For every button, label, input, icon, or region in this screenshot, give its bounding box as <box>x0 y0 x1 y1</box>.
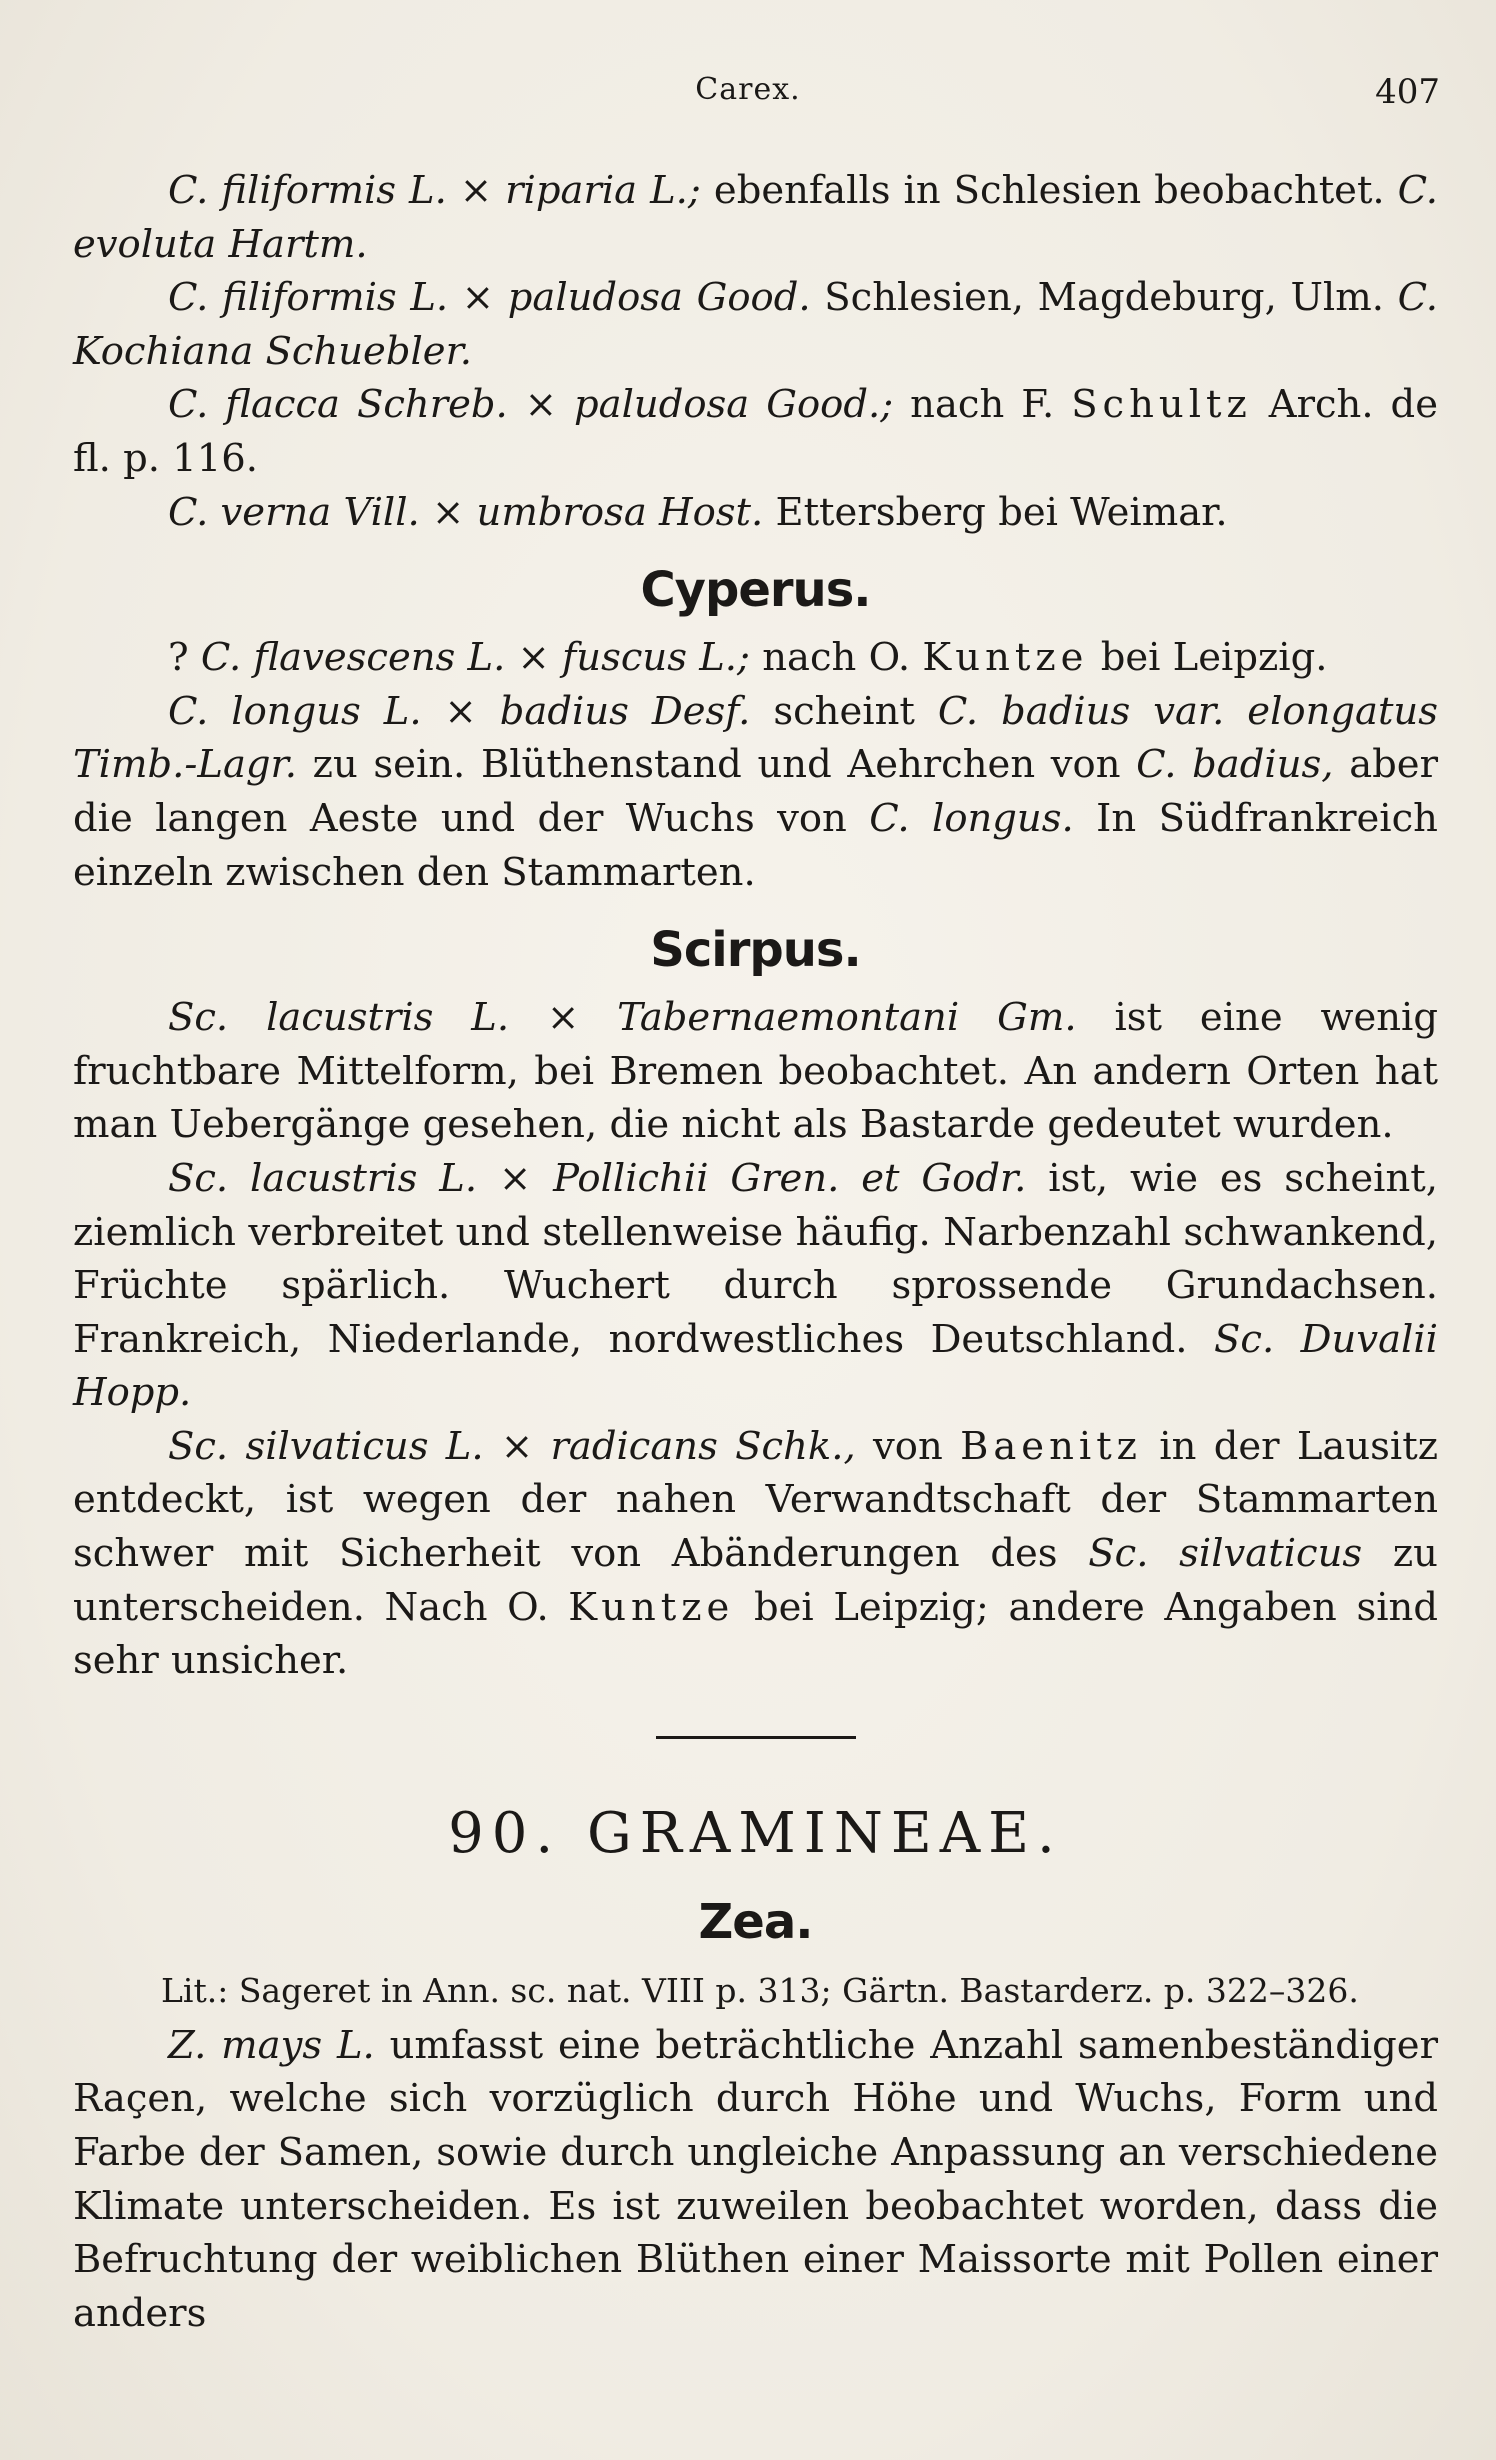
carex-entry-flacca-paludosa <box>73 378 1438 485</box>
scirpus-entry-silvaticus-radicans <box>73 1420 1438 1688</box>
synonym-name: Sc. Duvalii Hopp. <box>73 1316 1438 1416</box>
scirpus-entry-lacustris-pollichii <box>73 1152 1438 1420</box>
hybrid-name: C. flavescens L. × fuscus L.; <box>200 635 750 681</box>
literature-reference: Lit.: Sageret in Ann. sc. nat. VIII p. 313; Gärtn. Bastarderz. p. 322–326. <box>161 1970 1359 2010</box>
entry-text: ist, wie es scheint, ziemlich verbreitet und stellenweise häufig. Narbenzahl schwankend, Früchte spärlich. Wuchert durch sprossende Grundachsen. Frankreich, Niederlande, nordwestliches Deutschland. <box>73 1155 1439 1362</box>
hybrid-name: C. filiformis L. × paludosa Good. <box>168 275 811 321</box>
section-divider-rule <box>656 1736 856 1739</box>
entry-text: zu sein. Blüthenstand und Aehrchen von <box>312 742 1121 788</box>
hybrid-name: Sc. lacustris L. × Tabernaemontani Gm. <box>168 995 1077 1041</box>
entry-text: scheint <box>773 688 915 734</box>
taxon-name: C. badius var. elongatus Timb.-Lagr. <box>73 688 1438 788</box>
entry-text: nach F. <box>910 382 1055 428</box>
family-heading-gramineae: 90. GRAMINEAE. <box>448 1800 1063 1866</box>
genus-heading-cyperus: Cyperus. <box>640 562 871 619</box>
zea-entry-mays <box>73 2019 1438 2341</box>
entry-text: bei Leipzig; andere Angaben sind sehr unsicher. <box>73 1584 1438 1684</box>
entry-text: ebenfalls in Schlesien beobachtet. <box>713 168 1385 213</box>
entry-text: In Südfrankreich einzeln zwischen den Stammarten. <box>73 795 1438 895</box>
taxon-name: C. longus. <box>869 795 1074 841</box>
carex-entry-filiformis-paludosa <box>73 271 1438 378</box>
hybrid-name: C. filiformis L. × riparia L.; <box>168 168 701 213</box>
entry-text: nach O. <box>762 635 911 681</box>
hybrid-name: C. verna Vill. × umbrosa Host. <box>168 489 764 535</box>
entry-text: aber die langen Aeste und der Wuchs von <box>73 742 1438 841</box>
entry-text: umfasst eine beträchtliche Anzahl samenbeständiger Raçen, welche sich vorzüglich durch Höhe und Wuchs, Form und Farbe der Samen, sowie durch ungleiche Anpassung an verschiedene Klimate unterscheiden. Es ist zuweilen beobachtet worden, dass die Befruchtung der weiblichen Blüthen einer Maissorte mit Pollen einer anders <box>73 2022 1438 2336</box>
author-name: Kuntze <box>568 1584 735 1630</box>
entry-text: ist eine wenig fruchtbare Mittelform, bei Bremen beobachtet. An andern Orten hat man Uebergänge gesehen, die nicht als Bastarde gedeutet wurden. <box>73 995 1438 1148</box>
author-name: Kuntze <box>922 635 1089 681</box>
genus-heading-zea: Zea. <box>698 1893 813 1950</box>
page-number: 407 <box>1375 72 1440 112</box>
page-body <box>73 164 1438 2340</box>
entry-text: Ettersberg bei Weimar. <box>775 489 1228 535</box>
genus-heading-scirpus: Scirpus. <box>650 922 861 979</box>
hybrid-name: Sc. silvaticus L. × radicans Schk., <box>168 1423 856 1469</box>
taxon-name: Sc. silvaticus <box>1088 1531 1363 1577</box>
entry-text: Schlesien, Magdeburg, Ulm. <box>824 275 1384 321</box>
taxon-name: C. badius, <box>1136 742 1334 788</box>
entry-text: Arch. de fl. p. 116. <box>73 382 1438 481</box>
author-name: Schultz <box>1071 382 1252 428</box>
hybrid-name: Sc. lacustris L. × Pollichii Gren. et Godr. <box>168 1155 1027 1201</box>
hybrid-name: C. flacca Schreb. × paludosa Good.; <box>168 382 894 428</box>
entry-text: zu unterscheiden. Nach O. <box>73 1531 1438 1630</box>
author-name: Baenitz <box>960 1423 1142 1469</box>
entry-text: bei Leipzig. <box>1100 635 1328 681</box>
entry-text: in der Lausitz entdeckt, ist wegen der nahen Verwandtschaft der Stammarten schwer mit Sicherheit von Abänderungen des <box>73 1423 1438 1577</box>
synonym-name: C. evoluta Hartm. <box>73 168 1438 267</box>
scirpus-entry-lacustris-tabernaemontani <box>73 991 1438 1152</box>
cyperus-entry-longus-badius <box>73 685 1438 899</box>
carex-entry-verna-umbrosa <box>73 486 1438 540</box>
doubt-mark: ? <box>168 635 201 681</box>
synonym-name: C. Kochiana Schuebler. <box>73 275 1438 374</box>
page-header <box>0 72 1496 122</box>
hybrid-name: C. longus L. × badius Desf. <box>168 688 751 734</box>
cyperus-entry-flavescens-fuscus <box>73 631 1438 685</box>
running-head: Carex. <box>695 72 801 107</box>
carex-entry-filiformis-riparia <box>73 164 1438 271</box>
entry-text: von <box>873 1423 943 1469</box>
taxon-name: Z. mays L. <box>168 2022 375 2068</box>
